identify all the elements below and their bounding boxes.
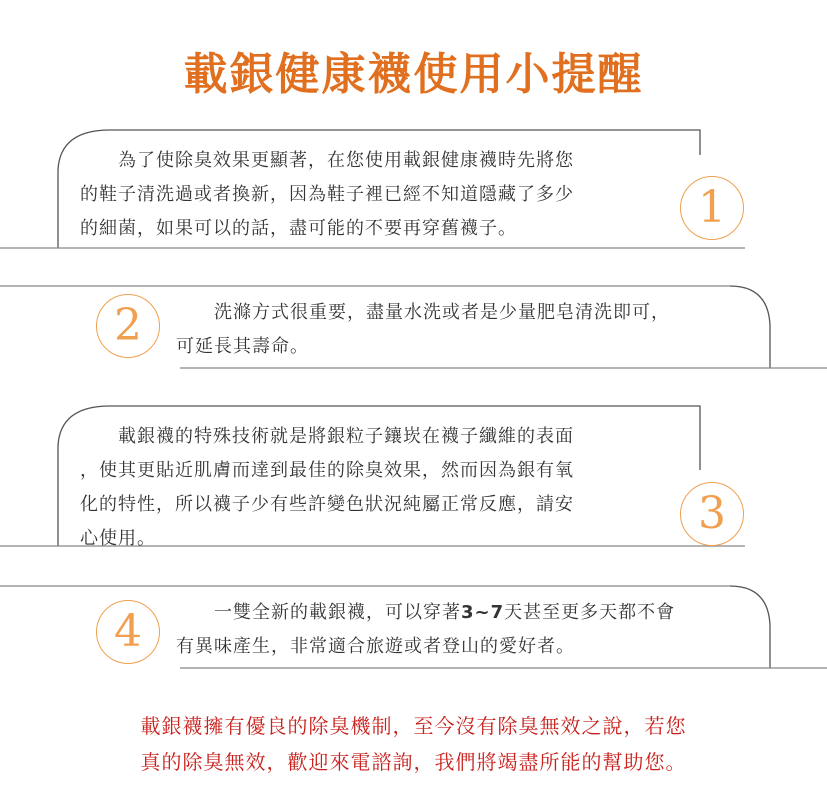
tip-4-frame [730, 586, 770, 668]
tip-4-text [176, 596, 675, 664]
tip-2-frame [730, 286, 770, 368]
tip-4-text-after: 天甚至更多天都不會 有異味產生，非常適合旅遊或者登山的愛好者。 [176, 602, 676, 657]
tip-2-number-badge: 2 [96, 294, 160, 358]
tip-3-text: 載銀襪的特殊技術就是將銀粒子鑲崁在襪子纖維的表面 ，使其更貼近肌膚而達到最佳的除臭效果，然而因為銀有氧 化的特性，所以襪子少有些許變色狀況純屬正常反應，請安 心使用。 [80, 426, 574, 549]
tip-4-days-range: 3~7 [461, 602, 505, 623]
tip-1-number-badge: 1 [680, 176, 744, 240]
tip-4-number-badge: 4 [96, 600, 160, 664]
tip-3-number-badge: 3 [680, 482, 744, 546]
tip-4-text-before: 一雙全新的載銀襪，可以穿著 [176, 602, 461, 623]
footer-note: 載銀襪擁有優良的除臭機制，至今沒有除臭無效之說，若您 真的除臭無效，歡迎來電諮詢，我們將竭盡所能的幫助您。 [140, 714, 687, 774]
tip-1-text: 為了使除臭效果更顯著，在您使用載銀健康襪時先將您 的鞋子清洗過或者換新，因為鞋子裡已經不知道隱藏了多少 的細菌，如果可以的話，盡可能的不要再穿舊襪子。 [80, 150, 574, 239]
page-title: 載銀健康襪使用小提醒 [183, 49, 644, 100]
tip-2-text: 洗滌方式很重要，盡量水洗或者是少量肥皂清洗即可， 可延長其壽命。 [176, 302, 670, 357]
